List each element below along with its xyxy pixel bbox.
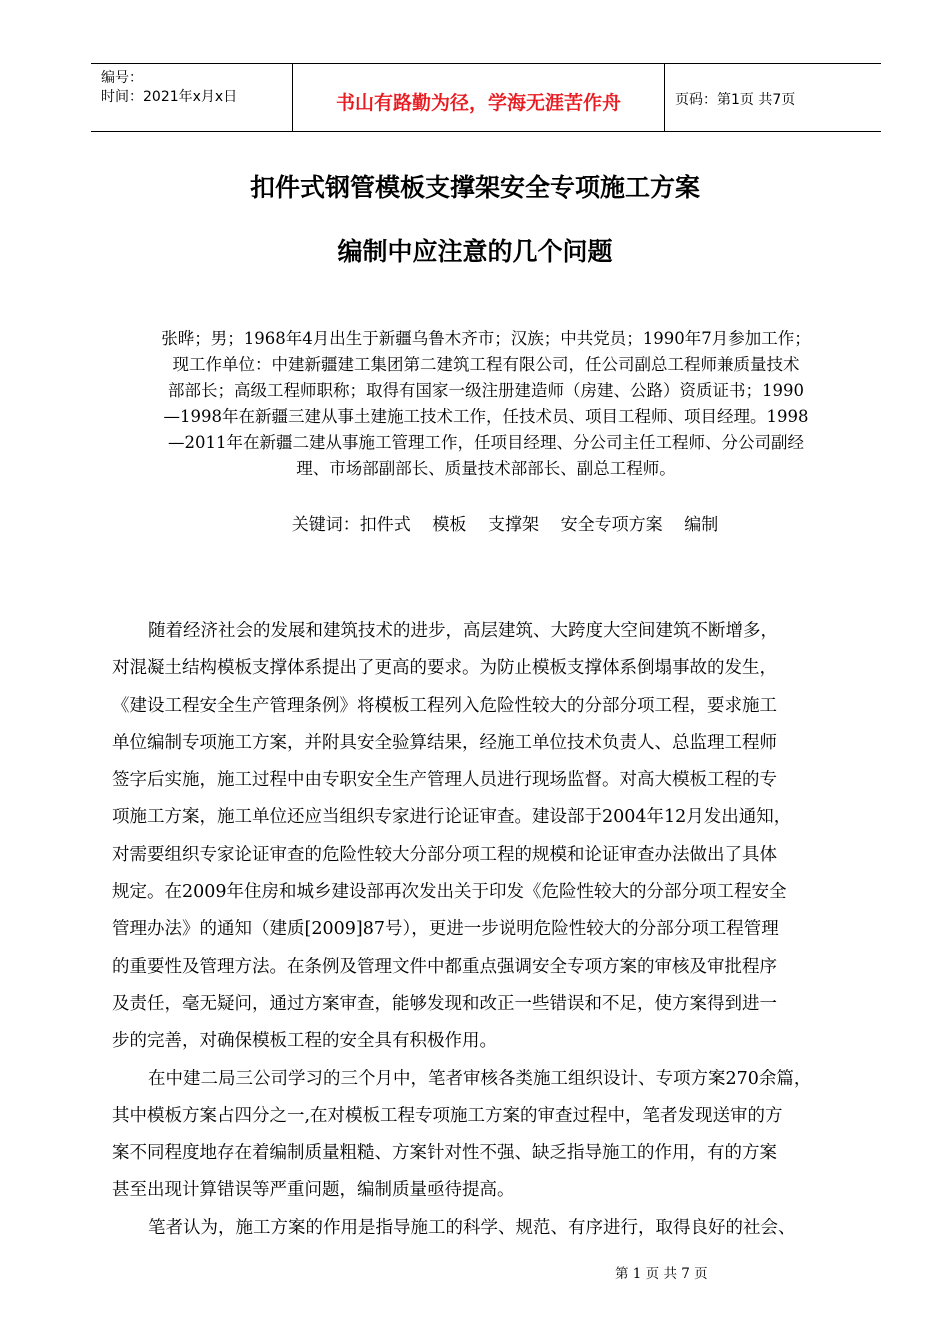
bio-line: 部部长；高级工程师职称；取得有国家一级注册建造师（房建、公路）资质证书；1990 [168,381,804,400]
author-bio [110,326,862,482]
page-header [91,63,881,132]
body-line: 《建设工程安全生产管理条例》将模板工程列入危险性较大的分部分项工程，要求施工 [112,695,777,716]
header-right-cell [665,64,881,131]
body-line: 管理办法》的通知（建质[2009]87号），更进一步说明危险性较大的分部分项工程管理 [112,919,779,940]
body-line: 的重要性及管理方法。在条例及管理文件中都重点强调安全专项方案的审核及审批程序 [112,956,777,977]
bio-line: 张晔；男；1968年4月出生于新疆乌鲁木齐市；汉族；中共党员；1990年7月参加工作； [161,329,811,348]
body-line: 单位编制专项施工方案，并附具安全验算结果，经施工单位技术负责人、总监理工程师 [112,732,777,753]
body-line: 笔者认为，施工方案的作用是指导施工的科学、规范、有序进行，取得良好的社会、 [148,1217,796,1238]
keyword-item: 支撑架 [488,515,539,535]
body-line: 对需要组织专家论证审查的危险性较大分部分项工程的规模和论证审查办法做出了具体 [112,844,777,865]
time-label: 时间：2021年x月x日 [101,89,238,105]
header-left-cell [91,64,292,131]
header-middle-cell [292,64,665,131]
keywords-line [0,510,950,535]
keyword-item: 模板 [432,515,467,535]
body-line: 案不同程度地存在着编制质量粗糙、方案针对性不强、缺乏指导施工的作用，有的方案 [112,1143,777,1164]
body-line: 对混凝土结构模板支撑体系提出了更高的要求。为防止模板支撑体系倒塌事故的发生， [112,658,777,679]
body-line: 及责任，毫无疑问，通过方案审查，能够发现和改正一些错误和不足，使方案得到进一 [112,993,777,1014]
bio-line: 理、市场部副部长、质量技术部部长、副总工程师。 [296,459,676,478]
keyword-item: 扣件式 [359,515,411,535]
body-line: 签字后实施，施工过程中由专职安全生产管理人员进行现场监督。对高大模板工程的专 [112,770,777,791]
motto-text: 书山有路勤为径，学海无涯苦作舟 [335,92,621,114]
body-line: 步的完善，对确保模板工程的安全具有积极作用。 [112,1031,497,1052]
document-title-line1: 扣件式钢管模板支撑架安全专项施工方案 [249,173,700,202]
body-line: 在中建二局三公司学习的三个月中，笔者审核各类施工组织设计、专项方案270余篇， [148,1068,812,1089]
body-line: 随着经济社会的发展和建筑技术的进步，高层建筑、大跨度大空间建筑不断增多， [148,621,778,641]
keywords-label: 关键词： [291,515,360,535]
body-text [112,613,862,1247]
keyword-item: 安全专项方案 [560,515,663,535]
bio-line: 现工作单位：中建新疆建工集团第二建筑工程有限公司，任公司副总工程师兼质量技术 [172,355,800,374]
keyword-item: 编制 [684,515,719,535]
serial-label: 编号： [101,70,143,86]
bio-line: —1998年在新疆三建从事土建施工技术工作，任技术员、项目工程师、项目经理。1998 [163,407,809,426]
page-footer: 第 1 页 共 7 页 [615,1266,708,1282]
bio-line: —2011年在新疆二建从事施工管理工作，任项目经理、分公司主任工程师、分公司副经 [168,433,804,452]
body-line: 规定。在2009年住房和城乡建设部再次发出关于印发《危险性较大的分部分项工程安全 [112,882,787,903]
body-line: 甚至出现计算错误等严重问题，编制质量亟待提高。 [112,1180,515,1201]
document-title-line2: 编制中应注意的几个问题 [337,237,613,266]
body-line: 项施工方案，施工单位还应当组织专家进行论证审查。建设部于2004年12月发出通知， [112,807,792,828]
body-line: 其中模板方案占四分之一,在对模板工程专项施工方案的审查过程中，笔者发现送审的方 [112,1105,783,1126]
page-code: 页码：第1页 共7页 [675,92,796,108]
